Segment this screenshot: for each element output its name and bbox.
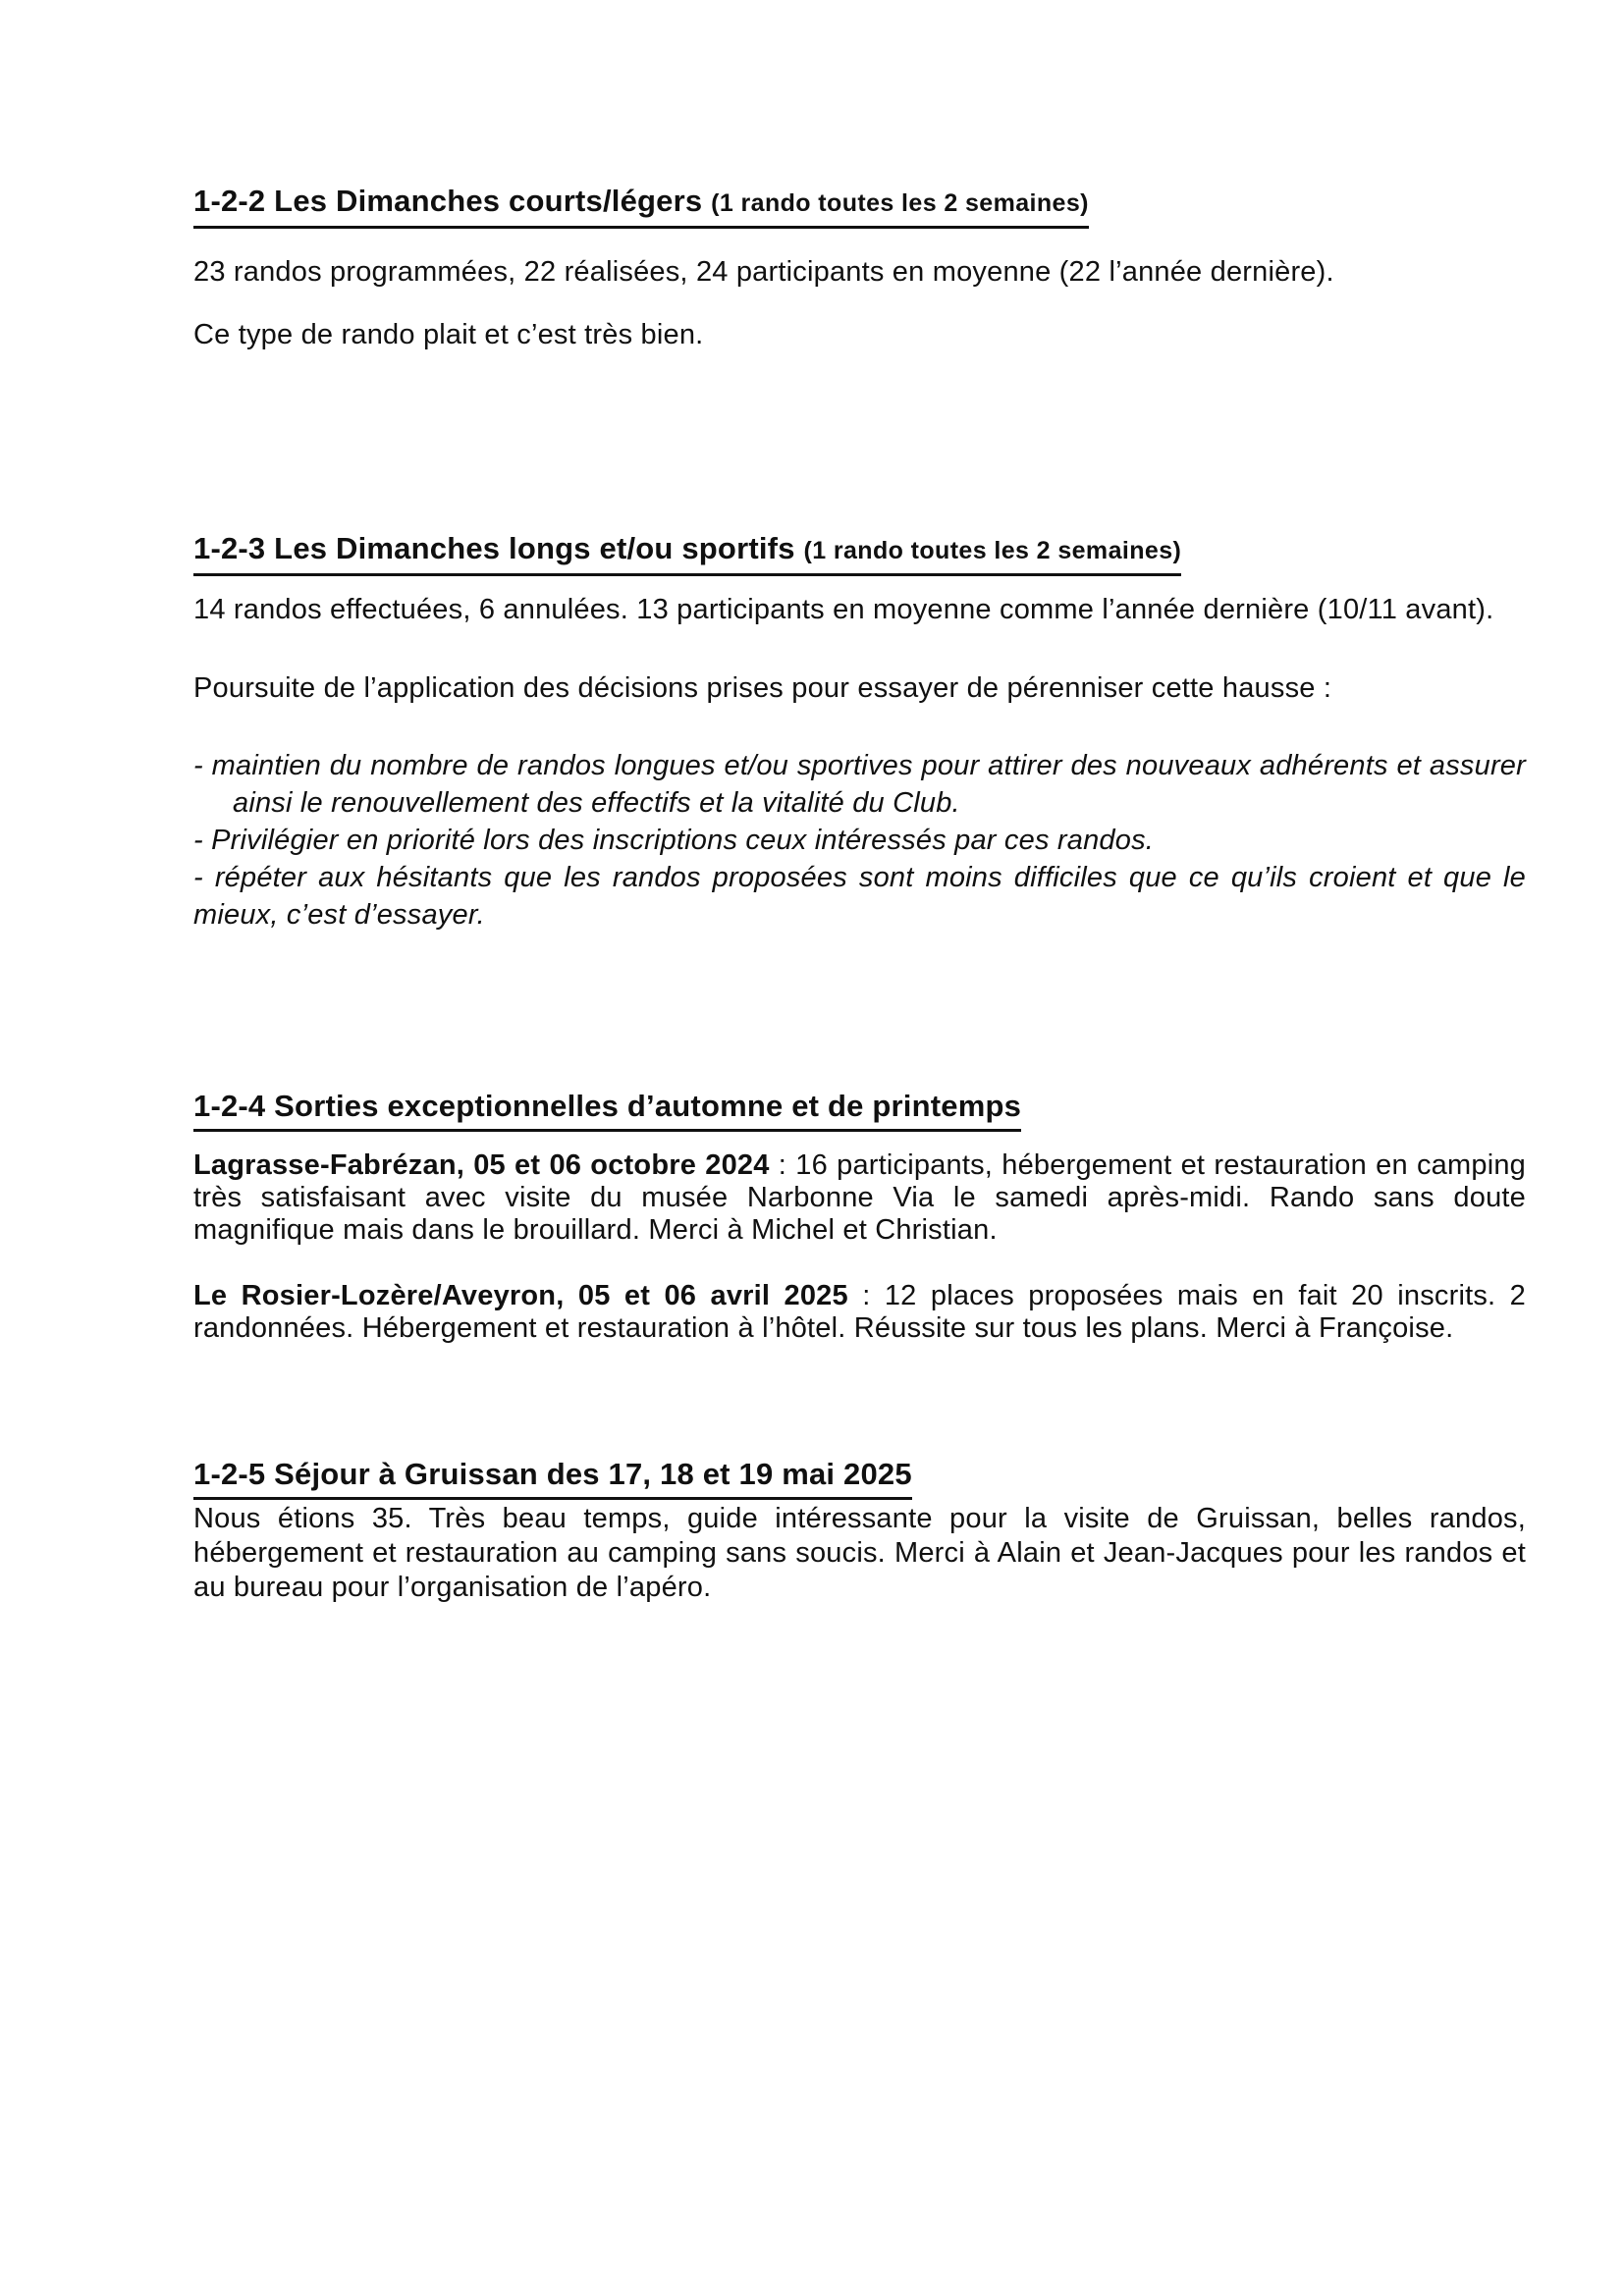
section-heading-1-2-3	[193, 529, 1526, 576]
bullet-list	[193, 747, 1526, 934]
heading-underline	[193, 1455, 912, 1500]
heading-note-1-2-3: (1 rando toutes les 2 semaines)	[803, 537, 1182, 564]
heading-text-1-2-2: 1-2-2 Les Dimanches courts/légers	[193, 184, 703, 218]
trip-text-lagrasse: : 16 participants, hébergement et restauration en camping très satisfaisant avec visite du musée Narbonne Via le samedi après-midi. Rando sans doute magnifique mais dans le brouillard. Merci à Michel et Christian.	[193, 1149, 1526, 1246]
heading-text-1-2-4: 1-2-4 Sorties exceptionnelles d’automne et de printemps	[193, 1089, 1022, 1123]
heading-note-1-2-2: (1 rando toutes les 2 semaines)	[711, 189, 1089, 217]
heading-underline	[193, 182, 1089, 229]
trip-paragraph-lagrasse	[193, 1149, 1526, 1247]
section-heading-1-2-4	[193, 1087, 1526, 1132]
bullet-item-privilegier: - Privilégier en priorité lors des inscriptions ceux intéressés par ces randos.	[193, 825, 1155, 856]
heading-text-1-2-5: 1-2-5 Séjour à Gruissan des 17, 18 et 19 mai 2025	[193, 1457, 912, 1491]
paragraph-poursuite: Poursuite de l’application des décisions prises pour essayer de pérenniser cette hausse :	[193, 672, 1332, 704]
paragraph-gruissan: Nous étions 35. Très beau temps, guide intéressante pour la visite de Gruissan, belles randos, hébergement et restauration au camping sans soucis. Merci à Alain et Jean-Jacques pour les randos et au bureau pour l’organisation de l’apéro.	[193, 1503, 1526, 1603]
paragraph-comment-courts: Ce type de rando plait et c’est très bien.	[193, 319, 704, 350]
section-heading-1-2-2	[193, 182, 1526, 229]
trip-title-lagrasse: Lagrasse-Fabrézan, 05 et 06 octobre 2024	[193, 1149, 770, 1181]
section-heading-1-2-5	[193, 1455, 1526, 1500]
trip-title-rosier: Le Rosier-Lozère/Aveyron, 05 et 06 avril 2025	[193, 1280, 848, 1311]
paragraph-stats-courts: 23 randos programmées, 22 réalisées, 24 participants en moyenne (22 l’année dernière).	[193, 256, 1334, 288]
heading-underline	[193, 529, 1181, 576]
bullet-item-maintien: - maintien du nombre de randos longues et/ou sportives pour attirer des nouveaux adhérents et assurer ainsi le renouvellement des effectifs et la vitalité du Club.	[193, 750, 1526, 819]
trip-paragraph-rosier	[193, 1280, 1526, 1345]
heading-underline	[193, 1087, 1021, 1132]
bullet-item-repeter: - répéter aux hésitants que les randos proposées sont moins difficiles que ce qu’ils croient et que le mieux, c’est d’essayer.	[193, 862, 1526, 931]
trip-text-rosier: : 12 places proposées mais en fait 20 inscrits. 2 randonnées. Hébergement et restauration à l’hôtel. Réussite sur tous les plans. Merci à Françoise.	[193, 1280, 1527, 1344]
paragraph-stats-sportifs: 14 randos effectuées, 6 annulées. 13 participants en moyenne comme l’année dernière (10/11 avant).	[193, 594, 1494, 625]
heading-text-1-2-3: 1-2-3 Les Dimanches longs et/ou sportifs	[193, 531, 795, 565]
